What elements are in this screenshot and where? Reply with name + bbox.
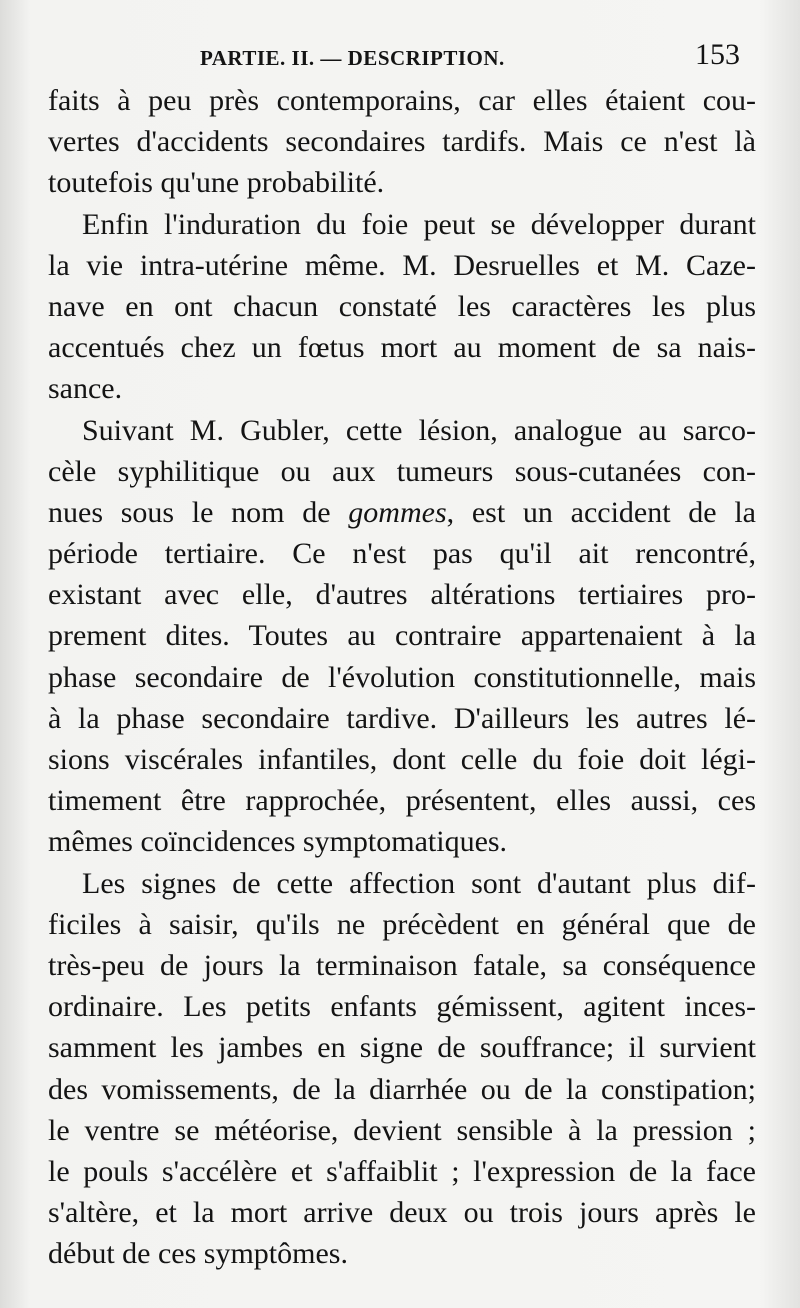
text-line: Suivant M. Gubler, cette lésion, analogue au sarco- xyxy=(82,413,756,447)
text-line: accentués chez un fœtus mort au moment de sa nais- xyxy=(48,331,756,365)
text-line: le ventre se météorise, devient sensible à la pression ; xyxy=(48,1113,756,1147)
text-line: prement dites. Toutes au contraire appartenaient à la xyxy=(48,619,756,653)
text-line: des vomissements, de la diarrhée ou de la constipation; xyxy=(48,1072,756,1106)
text-line: timement être rapprochée, présentent, elles aussi, ces xyxy=(48,784,756,818)
text-line: sance. xyxy=(48,372,123,406)
page-header xyxy=(0,38,800,78)
text-line: ordinaire. Les petits enfants gémissent, agitent inces- xyxy=(48,990,756,1024)
running-head: PARTIE. II. — DESCRIPTION. xyxy=(200,46,505,70)
text-line: Enfin l'induration du foie peut se développer durant xyxy=(82,207,756,241)
text-line: existant avec elle, d'autres altérations tertiaires pro- xyxy=(48,578,756,612)
text-line: début de ces symptômes. xyxy=(48,1237,348,1271)
text-line: phase secondaire de l'évolution constitutionnelle, mais xyxy=(48,660,756,694)
text-line: période tertiaire. Ce n'est pas qu'il ait rencontré, xyxy=(48,537,756,571)
text-line: toutefois qu'une probabilité. xyxy=(48,166,385,200)
text-line: ficiles à saisir, qu'ils ne précèdent en général que de xyxy=(48,907,756,941)
text-line: faits à peu près contemporains, car elles étaient cou- xyxy=(48,84,756,117)
body-text xyxy=(48,80,756,1274)
text-line: s'altère, et la mort arrive deux ou trois jours après le xyxy=(48,1196,756,1230)
text-line: cèle syphilitique ou aux tumeurs sous-cutanées con- xyxy=(48,454,756,488)
italic-term: gommes xyxy=(348,495,447,529)
text-line: très-peu de jours la terminaison fatale, sa conséquence xyxy=(48,948,756,982)
page-number: 153 xyxy=(695,38,740,71)
text-line: sions viscérales infantiles, dont celle du foie doit légi- xyxy=(48,743,756,776)
text-line: mêmes coïncidences symptomatiques. xyxy=(48,825,508,859)
text-segment: nues sous le nom de xyxy=(48,495,349,529)
text-line: samment les jambes en signe de souffrance; il survient xyxy=(48,1031,756,1065)
text-segment: , est un accident de la xyxy=(446,495,756,529)
text-line: la vie intra-utérine même. M. Desruelles et M. Caze- xyxy=(48,248,756,282)
text-line: nave en ont chacun constaté les caractères les plus xyxy=(48,289,756,323)
text-line: vertes d'accidents secondaires tardifs. Mais ce n'est là xyxy=(48,125,756,159)
text-line: Les signes de cette affection sont d'autant plus dif- xyxy=(82,866,756,900)
text-line xyxy=(48,492,756,533)
text-line: à la phase secondaire tardive. D'ailleurs les autres lé- xyxy=(48,701,756,735)
text-line: le pouls s'accélère et s'affaiblit ; l'expression de la face xyxy=(48,1154,756,1188)
